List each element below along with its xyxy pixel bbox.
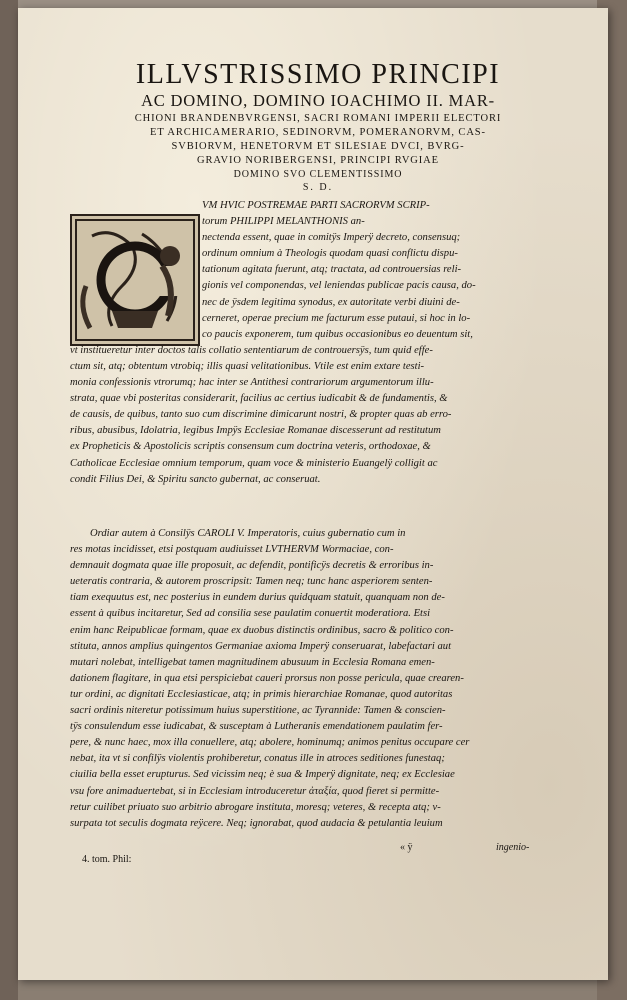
catchword: ingenio- [496,842,530,853]
text-line: enim hanc Reipublicae formam, quae ex duobus distinctis ordinibus, sacro & politico con- [70,624,454,636]
dedication-line-7: DOMINO SVO CLEMENTISSIMO [233,169,403,180]
text-line: ordinum omnium à Theologis quodam quasi conflictu dispu- [202,248,458,260]
text-line: ctum sit, atq; obtentum vtrobiq; illis quasi velitationibus. Vtile est enim extare testi- [70,360,425,372]
dedication-line-4: ET ARCHICAMERARIO, SEDINORVM, POMERANORVM, CAS- [150,127,486,138]
text-line: nec de ÿsdem legitima synodus, ex autoritate verbi diuini de- [202,296,460,308]
text-line: ueteratis contraria, & autorem proscripsit: Tamen neq; tunc hanc asperiorem senten- [70,576,433,588]
text-line: ciuilia bella esset erupturus. Sed vicissim neq; è sua & Imperÿ dignitate, neq; ex Ecclesiae [70,769,455,781]
book-page [18,8,608,980]
text-line: strata, quae vbi posteritas considerarit, facilius ac certius iudicabit & de fundamentis, & [70,393,448,405]
text-line: cerneret, operae precium me facturum esse putaui, si hoc in lo- [202,312,471,324]
text-line: demnauit dogmata quae ille proposuit, ac defendit, pontificÿs decretis & erroribus in- [70,560,434,572]
dedication-title: ILLVSTRISSIMO PRINCIPI [135,59,501,90]
text-line: co paucis exponerem, tum quibus occasionibus eo deuentum sit, [202,328,473,340]
text-line: ribus, abusibus, Idolatria, legibus Impÿs Ecclesiae Romanae discesserunt ad restitutum [70,425,441,437]
text-line: retur cuilibet priuato suo arbitrio abrogare instituta, moresq; veteres, & recepta atq; v- [70,801,441,813]
text-line: mutari nolebat, intelligebat tamen magnitudinem abusuum in Ecclesia Romana emen- [70,656,435,668]
dedication-line-3: CHIONI BRANDENBVRGENSI, SACRI ROMANI IMPERII ELECTORI [134,113,502,124]
text-line: tÿs consulendum esse iudicabat, & susceptam à Lutheranis emendationem paulatim fer- [70,721,443,733]
text-line: Catholicae Ecclesiae omnium temporum, quam voce & ministerio Euangelÿ colligit ac [70,457,438,469]
text-line: monia confessionis vtrorumq; hac inter se Antithesi contrariorum argumentorum illu- [70,377,434,389]
text-line: tationum agitata fuerunt, atq; tractata, ad controuersias reli- [202,264,462,276]
text-line: nebat, ita vt si confilÿs violentis prohiberetur, conatus ille in atroces seditiones funestaq; [70,753,445,765]
paragraph-2 [70,526,522,832]
text-line: vsu fore animaduertebat, si in Ecclesiam introduceretur ἀταξία, quod fieret si permitte- [70,785,440,797]
text-line: dationem flagitare, in qua etsi perspiciebat caueri prorsus non posse pericula, quae crearen- [70,672,464,684]
text-line: sacri ordinis niteretur potissimum huius superstitione, ac Tyrannide: Tamen & conscien- [70,705,446,717]
text-line: tiam exequutus est, nec posterius in eundem durius quidquam statuit, quanquam non de- [70,592,445,604]
paragraph-1 [70,198,522,488]
text-line: stituta, annos amplius quingentos Germaniae axioma Imperÿ conseruarat, labefactari aut [70,640,452,652]
dedication-line-5: SVBIORVM, HENETORVM ET SILESIAE DVCI, BVRG- [171,141,465,152]
text-line: res motas incidisset, etsi postquam audiuisset LVTHERVM Wormaciae, con- [70,544,394,556]
dedication-line-6: GRAVIO NORIBERGENSI, PRINCIPI RVGIAE [197,155,439,166]
dedication-line-2: AC DOMINO, DOMINO IOACHIMO II. MAR- [141,91,495,110]
text-line: surpata tot seculis dogmata reÿcere. Neq; ignorabat, quod audacia & petulantia leuium [70,817,443,829]
background-left [0,0,18,1000]
signature-markers: « ÿ [400,842,413,853]
text-line: VM HVIC POSTREMAE PARTI SACRORVM SCRIP- [202,200,430,211]
text-line: torum PHILIPPI MELANTHONIS an- [202,216,365,228]
signature-mark: 4. tom. Phil: [82,854,132,865]
text-line: de causis, de quibus, tanto suo cum discrimine dimicarunt nostri, & propter quas ab erro- [70,409,452,421]
text-line: essent à quibus incitaretur, Sed ad consilia sese paulatim conuertit moderatiora. Etsi [70,608,431,620]
text-line: Ordiar autem à Consilÿs CAROLI V. Imperatoris, cuius gubernatio cum in [90,528,406,539]
text-line: tur ordini, ac dignitati Ecclesiasticae, atq; in primis hierarchiae Romanae, quod autoritas [70,688,453,700]
text-line: nectenda essent, quae in comitÿs Imperÿ decreto, consensuq; [202,232,461,244]
text-line: ex Propheticis & Apostolicis scriptis consensum cum doctrina veteris, orthodoxae, & [70,441,431,453]
text-line: gionis vel componendas, vel leniendas publicae pacis causa, do- [202,280,476,292]
text-line: vt institueretur inter doctos talis collatio sententiarum de controuersÿs, tum quid effe- [70,344,433,356]
text-line: pere, & nunc haec, mox illa conuellere, atq; abolere, hominumq; animos penitus occupare cer [70,737,470,749]
dedication-line-8: S. D. [302,182,334,193]
text-line: condit Filius Dei, & Spiritu sancto gubernat, ac conseruat. [70,473,321,485]
